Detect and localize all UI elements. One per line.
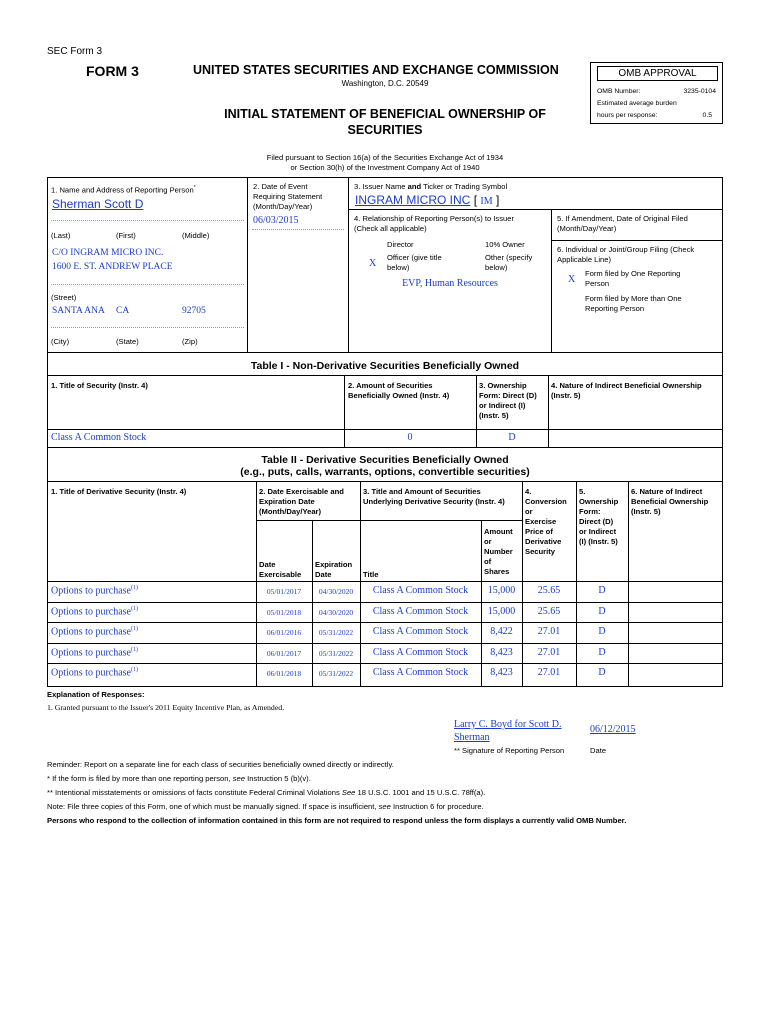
- date-exercisable: 06/01/2016: [266, 628, 302, 638]
- table-two-sub-expiration: Expiration Date: [315, 560, 353, 579]
- derivative-title: Options to purchase$^{(1)}$: [51, 646, 138, 659]
- state-value: CA: [116, 306, 130, 316]
- table-two-sub-title: Title: [363, 570, 379, 579]
- expiration-date: 05/31/2022: [318, 648, 354, 658]
- header-line: (I) (Instr. 5): [579, 537, 618, 546]
- reporting-person-box: [47, 177, 248, 353]
- header-line: Derivative: [525, 537, 562, 546]
- footnote-file-copies: Note: File three copies of this Form, one of which must be manually signed. If space is insufficient, see Instruction 6 for procedure.: [47, 802, 484, 811]
- reminder-text: Reminder: Report on a separate line for each class of securities beneficially owned directly or indirectly.: [47, 760, 394, 769]
- underlying-shares: 8,422: [490, 626, 513, 638]
- footnote-marker: (1): [131, 646, 138, 653]
- footnote-marker: (1): [131, 605, 138, 612]
- header-line: Form:: [579, 507, 601, 516]
- relationship-box: [348, 209, 552, 353]
- issuer-name-line: INGRAM MICRO INC [ IM ]: [355, 193, 500, 207]
- table-two-sub-amount: [484, 527, 513, 577]
- expiration-date: 05/31/2022: [318, 669, 354, 679]
- exercise-price: 27.01: [537, 667, 561, 679]
- one-person-check-mark[interactable]: X: [568, 274, 576, 285]
- header-line: Number: [484, 547, 513, 556]
- reporting-person-name[interactable]: Sherman Scott D: [52, 197, 144, 211]
- header-line: Shares: [484, 567, 510, 576]
- table-one-col-title: 1. Title of Security (Instr. 4): [51, 381, 148, 390]
- page-title: INITIAL STATEMENT OF BENEFICIAL OWNERSHIP OF SECURITIES: [224, 107, 546, 137]
- omb-persons-notice: Persons who respond to the collection of information contained in this form are not required to respond unless the form displays a currently valid OMB Number.: [47, 816, 627, 825]
- ownership-form: D: [598, 585, 606, 596]
- city-caption: (City): [51, 337, 70, 346]
- one-person-option: Form filed by One Reporting Person: [585, 269, 681, 288]
- header-line: 6. Nature of Indirect: [631, 487, 703, 496]
- first-name-caption: (First): [116, 231, 136, 240]
- table-two: [47, 447, 723, 687]
- table-one-form: D: [508, 432, 516, 443]
- header-line: or: [484, 537, 492, 546]
- row-divider: [48, 622, 722, 623]
- date-exercisable: 05/01/2017: [266, 587, 302, 596]
- event-date-label: 2. Date of Event Requiring Statement (Month/Day/Year): [253, 182, 323, 211]
- header-line: Exercise: [525, 517, 557, 526]
- expiration-date: 04/30/2020: [318, 607, 354, 617]
- underlying-title: Class A Common Stock: [372, 646, 469, 658]
- ownership-form: D: [598, 626, 606, 638]
- exercise-price: 25.65: [537, 585, 561, 596]
- underlying-title: Class A Common Stock: [372, 585, 469, 596]
- more-persons-option: Form filed by More than One Reporting Person: [585, 294, 682, 313]
- date-caption: Date: [590, 746, 607, 755]
- event-date-box: [247, 177, 349, 353]
- expiration-date: 05/31/2022: [318, 628, 354, 638]
- underlying-shares: 15,000: [487, 605, 516, 617]
- omb-hours-value: 0.5: [702, 112, 712, 119]
- omb-hours-label: hours per response:: [597, 112, 658, 119]
- ticker-symbol: IM: [480, 196, 493, 207]
- event-date-value: 06/03/2015: [253, 215, 299, 226]
- exercise-price: 27.01: [537, 646, 561, 658]
- filing-type-label: 6. Individual or Joint/Group Filing (Check Applicable Line): [557, 245, 695, 264]
- table-two-col-nature: [631, 487, 708, 517]
- underlying-shares: 8,423: [490, 646, 513, 658]
- underlying-title: Class A Common Stock: [372, 605, 469, 617]
- other-option: Other (specify below): [485, 253, 533, 272]
- ten-percent-owner-option: 10% Owner: [485, 240, 525, 249]
- omb-burden-label: Estimated average burden: [597, 100, 677, 107]
- underlying-shares: 8,423: [490, 667, 513, 679]
- table-two-col-price: [525, 487, 567, 557]
- header-line: 4.: [525, 487, 532, 496]
- table-one-title: Table I - Non-Derivative Securities Beneficially Owned: [250, 360, 520, 372]
- officer-option: Officer (give title below): [387, 253, 442, 272]
- explanation-heading: Explanation of Responses:: [47, 690, 145, 699]
- footnote-marker: (1): [131, 626, 138, 633]
- reporting-person-label: 1. Name and Address of Reporting Person*: [51, 185, 196, 195]
- omb-approval-title: OMB APPROVAL: [597, 66, 718, 81]
- signature-date: 06/12/2015: [590, 724, 636, 735]
- derivative-title: Options to purchase$^{(1)}$: [51, 605, 138, 617]
- zip-caption: (Zip): [182, 337, 198, 346]
- table-two-title: Table II - Derivative Securities Beneficially Owned (e.g., puts, calls, warrants, options, convertible securities): [240, 454, 530, 478]
- header-line: (Instr. 5): [631, 507, 661, 516]
- date-exercisable: 06/01/2018: [266, 669, 302, 679]
- header-line: or Indirect: [579, 527, 617, 536]
- commission-location: Washington, D.C. 20549: [341, 79, 429, 88]
- derivative-title: Options to purchase$^{(1)}$: [51, 667, 138, 679]
- ownership-form: D: [598, 605, 606, 617]
- signature-caption: ** Signature of Reporting Person: [454, 746, 565, 755]
- relationship-label: 4. Relationship of Reporting Person(s) to Issuer (Check all applicable): [354, 214, 514, 233]
- reporting-person-address: C/O INGRAM MICRO INC. 1600 E. ST. ANDREW PLACE: [52, 248, 173, 272]
- issuer-label: 3. Issuer Name and Ticker or Trading Symbol: [354, 182, 508, 191]
- header-line: Direct (D): [579, 517, 614, 526]
- derivative-title: Options to purchase$^{(1)}$: [51, 626, 138, 638]
- table-two-col-underlying: 3. Title and Amount of Securities Underlying Derivative Security (Instr. 4): [363, 487, 505, 506]
- footnote-single-star: * If the form is filed by more than one reporting person, see Instruction 5 (b)(v).: [47, 774, 311, 783]
- header-line: 5.: [579, 487, 586, 496]
- table-two-col-title: 1. Title of Derivative Security (Instr. 4): [51, 487, 187, 496]
- table-one-col-nature: 4. Nature of Indirect Beneficial Ownership (Instr. 5): [551, 381, 702, 400]
- date-exercisable: 06/01/2017: [266, 648, 302, 658]
- table-one-amount: 0: [407, 432, 413, 443]
- footnote-marker: (1): [131, 585, 138, 591]
- middle-name-caption: (Middle): [182, 231, 210, 240]
- omb-number-label: OMB Number:: [597, 88, 641, 95]
- underlying-title: Class A Common Stock: [372, 667, 469, 679]
- filing-type-box: [551, 240, 723, 353]
- header-line: Price of: [525, 527, 553, 536]
- officer-check-mark[interactable]: X: [369, 258, 377, 269]
- table-one: [47, 352, 723, 448]
- omb-number-value: 3235-0104: [683, 88, 716, 95]
- table-one-col-ownership: 3. Ownership Form: Direct (D) or Indirect (I) (Instr. 5): [479, 381, 537, 420]
- filed-pursuant-text: Filed pursuant to Section 16(a) of the Securities Exchange Act of 1934 or Section 30(h) of the Investment Company Act of 1940: [266, 153, 504, 172]
- row-divider: [48, 643, 722, 644]
- table-one-col-amount: 2. Amount of Securities Beneficially Owned (Instr. 4): [348, 381, 450, 400]
- header-line: Amount: [484, 527, 513, 536]
- director-option: Director: [387, 240, 414, 249]
- header-line: of: [484, 557, 492, 566]
- row-divider: [48, 602, 722, 603]
- issuer-name-link[interactable]: INGRAM MICRO INC: [355, 193, 471, 207]
- table-one-security-title: Class A Common Stock: [51, 432, 147, 443]
- table-two-sub-exercisable: Date Exercisable: [259, 560, 302, 579]
- signature-name[interactable]: Larry C. Boyd for Scott D. Sherman: [454, 719, 562, 743]
- omb-approval-box: [590, 62, 723, 124]
- issuer-box: [348, 177, 723, 210]
- table-two-col-ownership: [579, 487, 618, 547]
- derivative-title: Options to purchase$^{(1)}$: [51, 585, 138, 597]
- header-line: Beneficial Ownership: [631, 497, 709, 506]
- header-line: Security: [525, 547, 555, 556]
- city-value: SANTA ANA: [52, 306, 105, 316]
- underlying-shares: 15,000: [487, 585, 516, 596]
- expiration-date: 04/30/2020: [318, 587, 354, 596]
- last-name-caption: (Last): [51, 231, 71, 240]
- officer-title: EVP, Human Resources: [402, 278, 498, 289]
- exercise-price: 27.01: [537, 626, 561, 638]
- explanation-note: 1. Granted pursuant to the Issuer's 2011 Equity Incentive Plan, as Amended.: [47, 703, 285, 712]
- underlying-title: Class A Common Stock: [372, 626, 469, 638]
- state-caption: (State): [116, 337, 139, 346]
- footnote-double-star: ** Intentional misstatements or omissions of facts constitute Federal Criminal Violations See 18 U.S.C. 1001 and 15 U.S.C. 78ff(a).: [47, 788, 486, 797]
- table-two-col-dates: 2. Date Exercisable and Expiration Date (Month/Day/Year): [259, 487, 344, 516]
- row-divider: [48, 663, 722, 664]
- header-line: Ownership: [579, 497, 619, 506]
- date-exercisable: 05/01/2018: [266, 607, 302, 617]
- ownership-form: D: [598, 667, 606, 679]
- amendment-box: [551, 209, 723, 241]
- sec-form-label: SEC Form 3: [47, 46, 103, 57]
- header-line: Conversion: [525, 497, 567, 506]
- footnote-marker: (1): [131, 667, 138, 674]
- zip-value: 92705: [182, 306, 206, 316]
- header-line: or: [525, 507, 533, 516]
- amendment-label: 5. If Amendment, Date of Original Filed (Month/Day/Year): [557, 214, 688, 233]
- exercise-price: 25.65: [537, 605, 561, 617]
- ownership-form: D: [598, 646, 606, 658]
- form-number: FORM 3: [86, 63, 139, 79]
- commission-title: UNITED STATES SECURITIES AND EXCHANGE COMMISSION: [193, 63, 559, 77]
- street-caption: (Street): [51, 293, 77, 302]
